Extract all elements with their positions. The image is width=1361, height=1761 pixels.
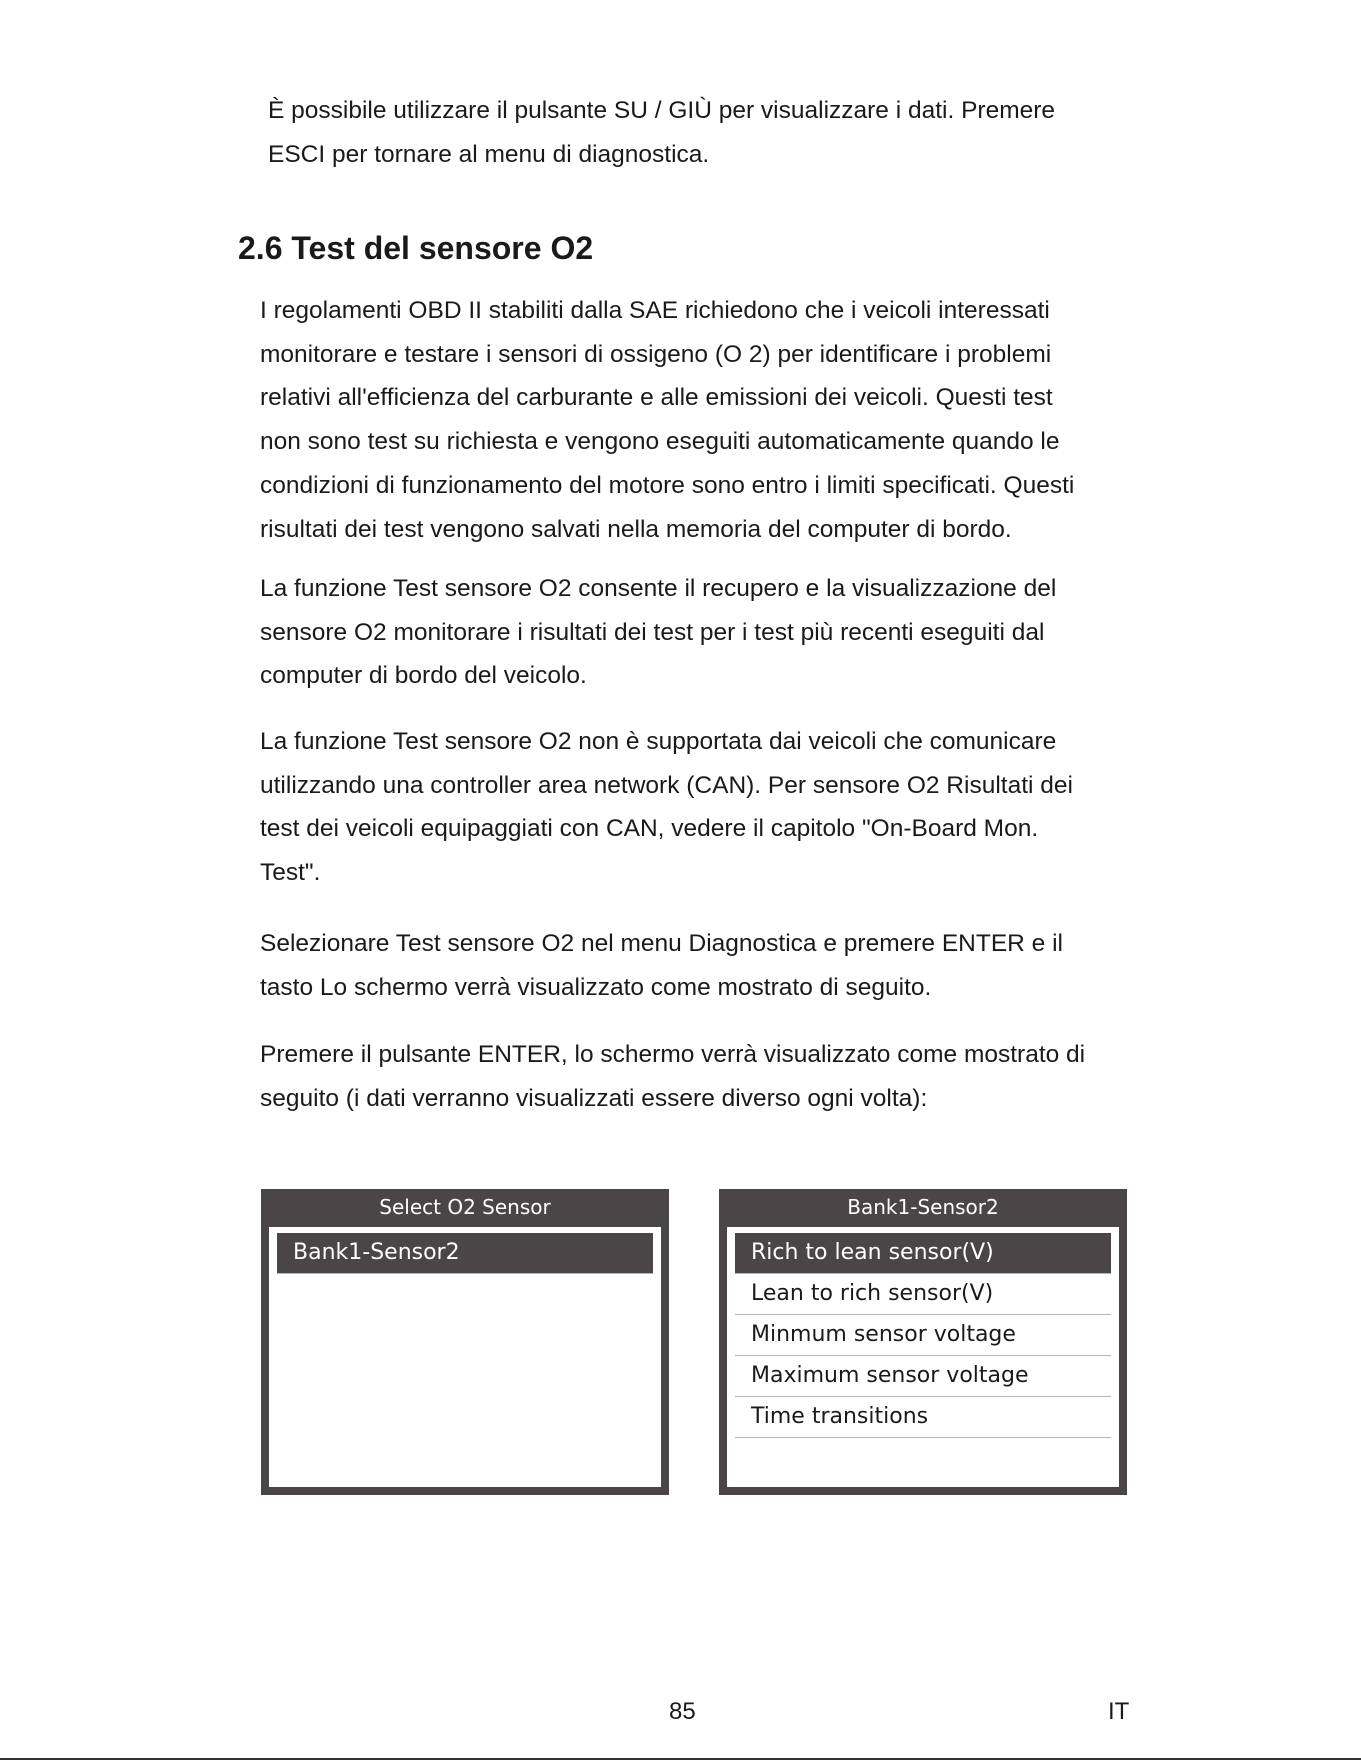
text-line: La funzione Test sensore O2 non è supportata dai veicoli che comunicare xyxy=(260,728,1057,755)
text-line: computer di bordo del veicolo. xyxy=(260,662,587,690)
device-screen-sensor-tests xyxy=(719,1189,1127,1495)
text-line: non sono test su richiesta e vengono eseguiti automaticamente quando le xyxy=(260,428,1060,456)
page-number: 85 xyxy=(669,1698,696,1725)
paragraph-can-note xyxy=(260,720,1260,895)
text-line: condizioni di funzionamento del motore sono entro i limiti specificati. Questi xyxy=(260,471,1075,499)
text-line: seguito (i dati verranno visualizzati essere diverso ogni volta): xyxy=(260,1084,928,1112)
menu-item-bank1-sensor2[interactable]: Bank1-Sensor2 xyxy=(277,1233,653,1274)
text-line: La funzione Test sensore O2 consente il recupero e la visualizzazione del xyxy=(260,575,1057,602)
intro-paragraph xyxy=(268,89,1268,176)
paragraph-select-instruction xyxy=(260,922,1260,1009)
menu-item-time-transitions[interactable]: Time transitions xyxy=(735,1397,1111,1438)
text-line: monitorare e testare i sensori di ossigeno (O 2) per identificare i problemi xyxy=(260,340,1052,368)
sensor-menu xyxy=(277,1233,653,1274)
paragraph-obd-regulations xyxy=(260,289,1260,551)
menu-item-rich-to-lean[interactable]: Rich to lean sensor(V) xyxy=(735,1233,1111,1274)
menu-item-minimum-voltage[interactable]: Minmum sensor voltage xyxy=(735,1315,1111,1356)
text-line: tasto Lo schermo verrà visualizzato come mostrato di seguito. xyxy=(260,973,932,1001)
section-heading: 2.6 Test del sensore O2 xyxy=(238,230,594,266)
screen-body xyxy=(269,1227,661,1487)
text-line: Test". xyxy=(260,859,321,887)
text-line: utilizzando una controller area network (CAN). Per sensore O2 Risultati dei xyxy=(260,771,1073,799)
device-screen-select-sensor xyxy=(261,1189,669,1495)
screen-title: Bank1-Sensor2 xyxy=(847,1195,999,1219)
language-tag: IT xyxy=(1108,1698,1130,1725)
text-line: relativi all'efficienza del carburante e alle emissioni dei veicoli. Questi test xyxy=(260,384,1053,412)
text-line: ESCI per tornare al menu di diagnostica. xyxy=(268,140,710,168)
text-line: Premere il pulsante ENTER, lo schermo verrà visualizzato come mostrato di xyxy=(260,1041,1086,1068)
menu-item-lean-to-rich[interactable]: Lean to rich sensor(V) xyxy=(735,1274,1111,1315)
text-line: Selezionare Test sensore O2 nel menu Diagnostica e premere ENTER e il xyxy=(260,930,1063,957)
menu-item-maximum-voltage[interactable]: Maximum sensor voltage xyxy=(735,1356,1111,1397)
text-line: risultati dei test vengono salvati nella memoria del computer di bordo. xyxy=(260,515,1012,543)
text-line: sensore O2 monitorare i risultati dei test per i test più recenti eseguiti dal xyxy=(260,618,1045,646)
bottom-divider xyxy=(0,1758,1361,1760)
text-line: È possibile utilizzare il pulsante SU / GIÙ per visualizzare i dati. Premere xyxy=(268,97,1056,124)
screen-body xyxy=(727,1227,1119,1487)
paragraph-enter-instruction xyxy=(260,1033,1260,1120)
text-line: test dei veicoli equipaggiati con CAN, vedere il capitolo "On-Board Mon. xyxy=(260,815,1039,843)
text-line: I regolamenti OBD II stabiliti dalla SAE richiedono che i veicoli interessati xyxy=(260,297,1050,324)
paragraph-function-description xyxy=(260,567,1260,698)
test-menu xyxy=(735,1233,1111,1438)
screen-title: Select O2 Sensor xyxy=(379,1195,551,1219)
